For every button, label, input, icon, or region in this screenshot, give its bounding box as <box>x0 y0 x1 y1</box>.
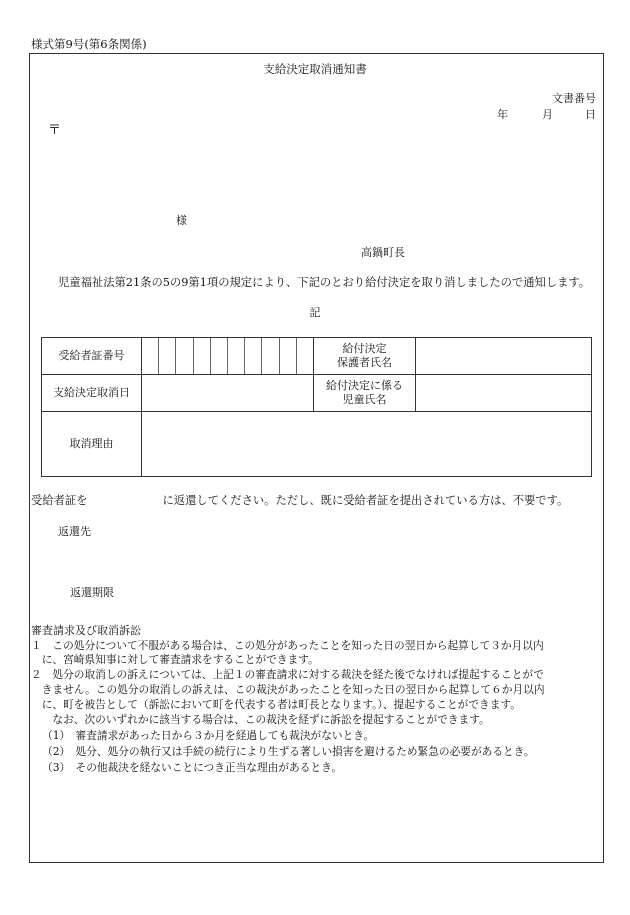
table-row <box>42 375 592 412</box>
appeal-line: ２ 処分の取消しの訴えについては、上記１の審査請求に対する裁決を経た後でなければ提起することがで <box>31 668 544 681</box>
appeal-line: （3） その他裁決を経ないことにつき正当な理由があるとき。 <box>42 761 343 774</box>
reason-label: 取消理由 <box>42 412 142 477</box>
return-suffix: に返還してください。ただし、既に受給者証を提出されている方は、不要です。 <box>162 494 569 507</box>
return-destination-label: 返還先 <box>58 525 91 538</box>
reason-field[interactable] <box>142 412 592 477</box>
document-title: 支給決定取消通知書 <box>263 62 367 76</box>
return-prefix: 受給者証を <box>31 494 88 507</box>
appeal-line: きません。この処分の取消しの訴えは、この裁決があったことを知った日の翌日から起算して６か月以内 <box>31 683 545 696</box>
appeal-line: に、町を被告として（訴訟において町を代表する者は町長となります。）、提起することができます。 <box>31 698 521 711</box>
appeal-heading: 審査請求及び取消訴訟 <box>31 624 141 637</box>
notice-text: 児童福祉法第21条の5の9第1項の規定により、下記のとおり給付決定を取り消しましたので通知します。 <box>58 276 591 289</box>
child-name-label: 給付決定に係る 児童氏名 <box>314 375 416 412</box>
return-deadline-label: 返還期限 <box>70 586 114 599</box>
appeal-line: （2） 処分、処分の執行又は手続の続行により生ずる著しい損害を避けるため緊急の必要があるとき。 <box>42 745 535 758</box>
appeal-line: に、宮崎県知事に対して審査請求をすることができます。 <box>31 653 319 666</box>
recipient-number-field[interactable] <box>142 338 314 375</box>
addressee-suffix: 様 <box>176 214 187 227</box>
appeal-line: （1） 審査請求があった日から３か月を経過しても裁決がないとき。 <box>42 729 375 742</box>
document-number-label: 文書番号 <box>552 92 596 105</box>
ki-heading: 記 <box>309 306 321 319</box>
table-row <box>42 338 592 375</box>
cancel-date-field[interactable] <box>142 375 314 412</box>
appeal-line: なお、次のいずれかに該当する場合は、この裁決を経ずに訴訟を提起することができます。 <box>31 713 490 726</box>
date-month: 月 <box>542 108 553 121</box>
issuer: 高鍋町長 <box>361 246 405 259</box>
date-line <box>497 108 596 122</box>
date-year: 年 <box>497 108 508 121</box>
cancel-date-label: 支給決定取消日 <box>42 375 142 412</box>
form-label: 様式第9号(第6条関係) <box>31 37 147 51</box>
guardian-name-label: 給付決定 保護者氏名 <box>314 338 416 375</box>
table-row <box>42 412 592 477</box>
child-name-field[interactable] <box>416 375 592 412</box>
postal-mark: 〒 <box>48 123 62 138</box>
date-day: 日 <box>585 108 596 121</box>
appeal-line: １ この処分について不服がある場合は、この処分があったことを知った日の翌日から起算して３か月以内 <box>31 639 544 652</box>
guardian-name-field[interactable] <box>416 338 592 375</box>
return-instruction <box>31 494 568 508</box>
info-table <box>41 337 592 477</box>
recipient-number-label: 受給者証番号 <box>42 338 142 375</box>
